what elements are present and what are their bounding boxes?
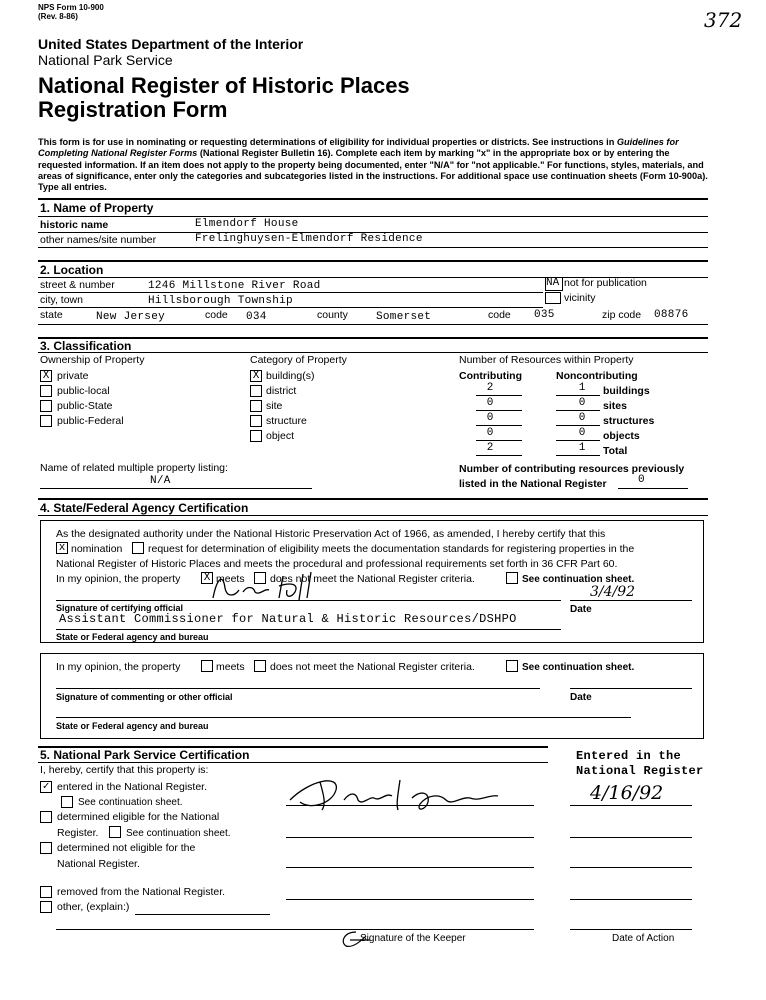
county-code-value[interactable]: 035 xyxy=(534,309,555,321)
action-date-handwritten: 4/16/92 xyxy=(590,782,664,804)
date-of-action-label: Date of Action xyxy=(612,933,675,944)
section3-heading: 3. Classification xyxy=(40,339,132,353)
noncontributing-objects[interactable]: 0 xyxy=(578,427,586,439)
agency2-label: State or Federal agency and bureau xyxy=(56,721,209,731)
zip-label: zip code xyxy=(602,309,642,321)
date2-label: Date xyxy=(570,692,592,703)
meets2-checkbox[interactable] xyxy=(201,660,213,672)
resource-label-sites: sites xyxy=(603,400,627,412)
ownership-private-label: private xyxy=(57,370,89,382)
keeper-signature-label: Signature of the Keeper xyxy=(360,933,466,944)
see-continuation1-checkbox[interactable] xyxy=(61,796,73,808)
other-label: other, (explain:) xyxy=(57,901,130,913)
not-for-publication-label: not for publication xyxy=(564,277,647,289)
ownership-private-checkbox[interactable]: X xyxy=(40,370,52,382)
category-site-label: site xyxy=(266,400,283,412)
meets2-label: meets xyxy=(216,661,245,673)
form-revision: (Rev. 8-86) xyxy=(38,12,78,21)
contributing-sites[interactable]: 0 xyxy=(486,397,494,409)
meets-checkbox[interactable]: X xyxy=(201,572,213,584)
state-code-label: code xyxy=(205,309,228,321)
category-district-checkbox[interactable] xyxy=(250,385,262,397)
entered-checkbox[interactable] xyxy=(40,781,52,793)
form-title-line2: Registration Form xyxy=(38,97,228,122)
checkmark-icon: ✓ xyxy=(42,781,50,793)
certification-line3: National Register of Historic Places and meets the procedural and professional requirements set forth in 36 CFR Part 60. xyxy=(56,558,618,570)
certification-line1: As the designated authority under the National Historic Preservation Act of 1966, as amended, I hereby certify that this xyxy=(56,528,606,540)
category-site-checkbox[interactable] xyxy=(250,400,262,412)
continuation2-label: See continuation sheet. xyxy=(522,662,635,673)
continuation-checkbox[interactable] xyxy=(506,572,518,584)
state-code-value[interactable]: 034 xyxy=(246,311,267,323)
meets-label: meets xyxy=(216,573,245,585)
historic-name-value[interactable]: Elmendorf House xyxy=(195,218,299,230)
commenting-signature-label: Signature of commenting or other official xyxy=(56,692,233,702)
official-title-value[interactable]: Assistant Commissioner for Natural & Historic Resources/DSHPO xyxy=(59,612,517,626)
certify-label: I, hereby, certify that this property is: xyxy=(40,764,209,776)
agency-label: State or Federal agency and bureau xyxy=(56,632,209,642)
ownership-header: Ownership of Property xyxy=(40,354,145,366)
signature-label: Signature of certifying official xyxy=(56,603,184,613)
county-value[interactable]: Somerset xyxy=(376,311,432,323)
certifying-official-signature xyxy=(195,568,345,604)
noncontributing-buildings[interactable]: 1 xyxy=(578,382,586,394)
multiple-listing-value[interactable]: N/A xyxy=(150,475,171,487)
other-names-label: other names/site number xyxy=(40,234,157,246)
section4-heading: 4. State/Federal Agency Certification xyxy=(40,501,249,515)
category-buildings-checkbox[interactable]: X xyxy=(250,370,262,382)
date-label: Date xyxy=(570,604,592,615)
continuation-label: See continuation sheet. xyxy=(522,574,635,585)
not-eligible-checkbox[interactable] xyxy=(40,842,52,854)
opinion2-label: In my opinion, the property xyxy=(56,661,181,673)
previously-listed-label1: Number of contributing resources previously xyxy=(459,463,685,475)
entered-stamp-line1: Entered in the xyxy=(576,749,682,763)
ownership-public-state-label: public-State xyxy=(57,400,113,412)
nomination-checkbox[interactable]: x xyxy=(56,542,68,554)
historic-name-label: historic name xyxy=(40,219,109,231)
noncontributing-header: Noncontributing xyxy=(556,370,638,382)
resource-label-structures: structures xyxy=(603,415,655,427)
noncontributing-sites[interactable]: 0 xyxy=(578,397,586,409)
nomination-label: nomination xyxy=(71,543,123,555)
state-value[interactable]: New Jersey xyxy=(96,311,166,323)
keeper-signature xyxy=(280,770,530,818)
instructions-paragraph: This form is for use in nominating or requesting determinations of eligibility for individual properties or districts. See instructions in Guidelines for Completing National Register Forms (National Register Bulletin 16). Complete each item by marking "x" in the appropriate box or by entering the requested information. If an item does not apply to the property being documented, enter "N/A" for "not applicable." For functions, styles, materials, and areas of significance, enter only the categories and subcategories listed in the instructions. For additional space use continuation sheets (Form 10-900a). Type all entries. xyxy=(38,137,708,193)
ownership-public-local-checkbox[interactable] xyxy=(40,385,52,397)
category-object-checkbox[interactable] xyxy=(250,430,262,442)
request-determination-checkbox[interactable] xyxy=(132,542,144,554)
resource-label-buildings: buildings xyxy=(603,385,650,397)
previously-listed-value[interactable]: 0 xyxy=(638,474,645,486)
state-label: state xyxy=(40,309,63,321)
city-value[interactable]: Hillsborough Township xyxy=(148,295,293,307)
does-not-meet-label: does not meet the National Register criteria. xyxy=(270,573,475,585)
resource-label-objects: objects xyxy=(603,430,640,442)
see-continuation2-checkbox[interactable] xyxy=(109,826,121,838)
not-eligible-label1: determined not eligible for the xyxy=(57,842,196,854)
resources-header: Number of Resources within Property xyxy=(459,354,634,366)
department-name: United States Department of the Interior xyxy=(38,36,304,52)
county-label: county xyxy=(317,309,348,321)
not-for-publication-checkbox[interactable]: NA xyxy=(545,277,563,291)
determined-eligible-checkbox[interactable] xyxy=(40,811,52,823)
category-header: Category of Property xyxy=(250,354,347,366)
contributing-total[interactable]: 2 xyxy=(486,442,494,454)
determined-eligible-label2: Register. xyxy=(57,827,99,839)
street-value[interactable]: 1246 Millstone River Road xyxy=(148,280,321,292)
certification-date-handwritten: 3/4/92 xyxy=(590,584,636,600)
contributing-objects[interactable]: 0 xyxy=(486,427,494,439)
category-object-label: object xyxy=(266,430,295,442)
contributing-buildings[interactable]: 2 xyxy=(486,382,494,394)
noncontributing-structures[interactable]: 0 xyxy=(578,412,586,424)
other-checkbox[interactable] xyxy=(40,901,52,913)
noncontributing-total[interactable]: 1 xyxy=(578,442,586,454)
previously-listed-label2: listed in the National Register xyxy=(459,478,607,490)
category-buildings-label: building(s) xyxy=(266,370,315,382)
category-structure-checkbox[interactable] xyxy=(250,415,262,427)
entered-stamp-line2: National Register xyxy=(576,764,704,778)
county-code-label: code xyxy=(488,309,511,321)
multiple-listing-label: Name of related multiple property listing: xyxy=(40,462,228,474)
zip-value[interactable]: 08876 xyxy=(654,309,689,321)
does-not-meet2-label: does not meet the National Register criteria. xyxy=(270,661,475,673)
section1-heading: 1. Name of Property xyxy=(40,201,154,215)
street-label: street & number xyxy=(40,279,115,291)
vicinity-checkbox[interactable] xyxy=(545,292,561,304)
resource-label-total: Total xyxy=(603,445,628,457)
ownership-public-federal-label: public-Federal xyxy=(57,415,124,427)
section5-heading: 5. National Park Service Certification xyxy=(40,748,250,762)
removed-checkbox[interactable] xyxy=(40,886,52,898)
determined-eligible-label1: determined eligible for the National xyxy=(57,811,220,823)
entered-label: entered in the National Register. xyxy=(57,781,208,793)
city-label: city, town xyxy=(40,294,83,306)
removed-label: removed from the National Register. xyxy=(57,886,226,898)
category-district-label: district xyxy=(266,385,297,397)
certification-line2: request for determination of eligibility meets the documentation standards for registering properties in the xyxy=(148,543,635,555)
service-name: National Park Service xyxy=(38,52,173,68)
vicinity-label: vicinity xyxy=(564,292,596,304)
handwritten-number: 372 xyxy=(704,8,743,32)
form-number: NPS Form 10-900 xyxy=(38,3,104,12)
form-title-line1: National Register of Historic Places xyxy=(38,73,410,98)
contributing-header: Contributing xyxy=(459,370,522,382)
ownership-public-federal-checkbox[interactable] xyxy=(40,415,52,427)
see-continuation1-label: See continuation sheet. xyxy=(78,797,183,808)
does-not-meet2-checkbox[interactable] xyxy=(254,660,266,672)
ownership-public-local-label: public-local xyxy=(57,385,110,397)
contributing-structures[interactable]: 0 xyxy=(486,412,494,424)
continuation2-checkbox[interactable] xyxy=(506,660,518,672)
category-structure-label: structure xyxy=(266,415,307,427)
ownership-public-state-checkbox[interactable] xyxy=(40,400,52,412)
section2-heading: 2. Location xyxy=(40,263,104,277)
not-eligible-label2: National Register. xyxy=(57,858,140,870)
opinion-label: In my opinion, the property xyxy=(56,573,181,585)
see-continuation2-label: See continuation sheet. xyxy=(126,828,231,839)
other-names-value[interactable]: Frelinghuysen-Elmendorf Residence xyxy=(195,233,423,245)
